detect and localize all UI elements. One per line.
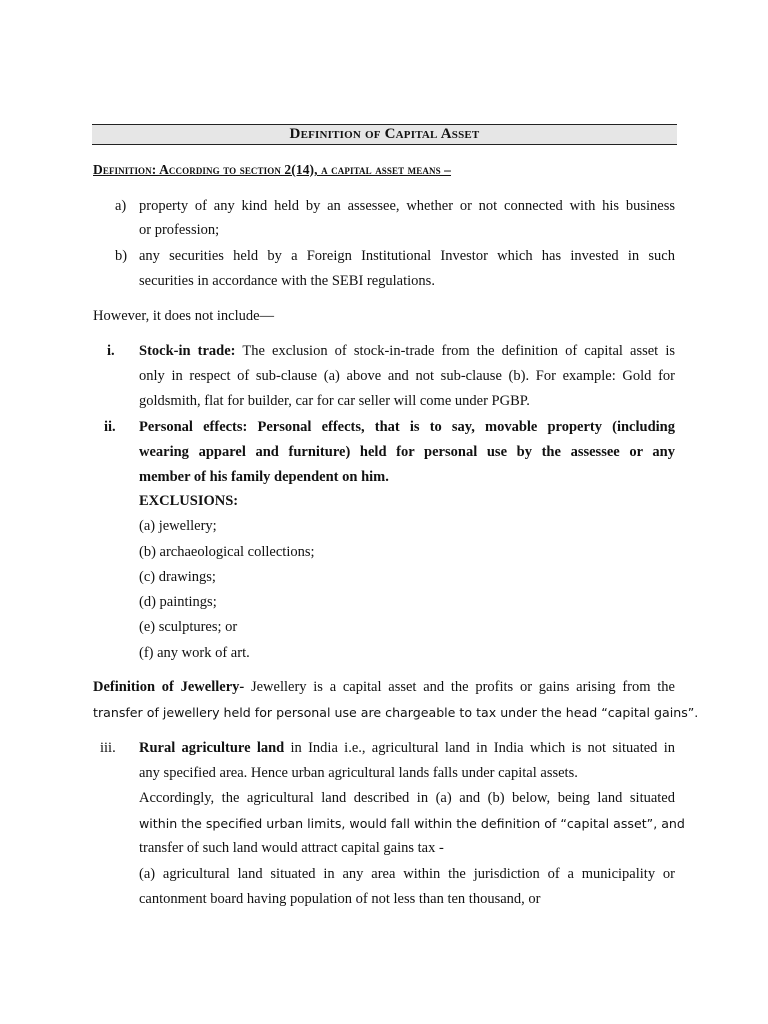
- roman-marker-ii: ii.: [104, 419, 116, 435]
- jewellery-line-1-rest: Jewellery is a capital asset and the profits or gains arising from the: [244, 679, 675, 695]
- item-iii-line-1: [139, 739, 675, 757]
- list-marker-b: b): [115, 248, 128, 264]
- item-a-line-1: property of any kind held by an assessee, whether or not connected with his business: [139, 198, 675, 214]
- item-iii-line-6: (a) agricultural land situated in any area within the jurisdiction of a municipality or: [139, 866, 675, 882]
- jewellery-line-2: transfer of jewellery held for personal use are chargeable to tax under the head “capital gains”.: [93, 705, 699, 720]
- item-a-line-2: or profession;: [139, 222, 220, 238]
- item-i-line-1: [139, 342, 675, 360]
- definition-heading: Definition: According to section 2(14), a capital asset means –: [93, 162, 452, 177]
- exclusion-item: (e) sculptures; or: [139, 619, 238, 635]
- exclusion-item: (d) paintings;: [139, 594, 217, 610]
- jewellery-label: Definition of Jewellery-: [93, 679, 245, 695]
- item-b-line-1: any securities held by a Foreign Institutional Investor which has invested in such: [139, 248, 675, 264]
- item-ii-bold-line-3: member of his family dependent on him.: [139, 469, 389, 485]
- jewellery-line-1: [93, 678, 675, 696]
- exclusion-item: (f) any work of art.: [139, 645, 250, 661]
- however-text: However, it does not include—: [93, 308, 275, 324]
- list-marker-a: a): [115, 198, 127, 214]
- exclusion-item: (a) jewellery;: [139, 518, 217, 534]
- page-title: Definition of Capital Asset: [92, 124, 677, 145]
- item-iii-line-2: any specified area. Hence urban agricultural lands falls under capital assets.: [139, 765, 578, 781]
- exclusion-item: (b) archaeological collections;: [139, 544, 315, 560]
- stock-in-trade-label: Stock-in trade:: [139, 343, 236, 359]
- exclusions-label: EXCLUSIONS:: [139, 493, 239, 509]
- item-iii-line-4: within the specified urban limits, would fall within the definition of “capital asset”, and: [139, 816, 685, 831]
- item-i-line-2: only in respect of sub-clause (a) above and not sub-clause (b). For example: Gold for: [139, 368, 675, 384]
- item-iii-line-1-rest: in India i.e., agricultural land in India which is not situated in: [284, 740, 675, 756]
- item-ii-bold-line-2: wearing apparel and furniture) held for personal use by the assessee or any: [139, 444, 675, 460]
- item-ii-bold-line-1: Personal effects: Personal effects, that is to say, movable property (including: [139, 419, 675, 435]
- item-i-line-3: goldsmith, flat for builder, car for car seller will come under PGBP.: [139, 393, 530, 409]
- rural-land-label: Rural agriculture land: [139, 740, 285, 756]
- item-i-line-1-rest: The exclusion of stock-in-trade from the definition of capital asset is: [235, 343, 675, 359]
- item-iii-line-7: cantonment board having population of not less than ten thousand, or: [139, 891, 541, 907]
- item-iii-line-3: Accordingly, the agricultural land described in (a) and (b) below, being land situated: [139, 790, 675, 806]
- roman-marker-iii: iii.: [100, 740, 116, 756]
- exclusion-item: (c) drawings;: [139, 569, 216, 585]
- item-iii-line-5: transfer of such land would attract capital gains tax -: [139, 840, 444, 856]
- item-b-line-2: securities in accordance with the SEBI regulations.: [139, 273, 435, 289]
- roman-marker-i: i.: [107, 343, 115, 359]
